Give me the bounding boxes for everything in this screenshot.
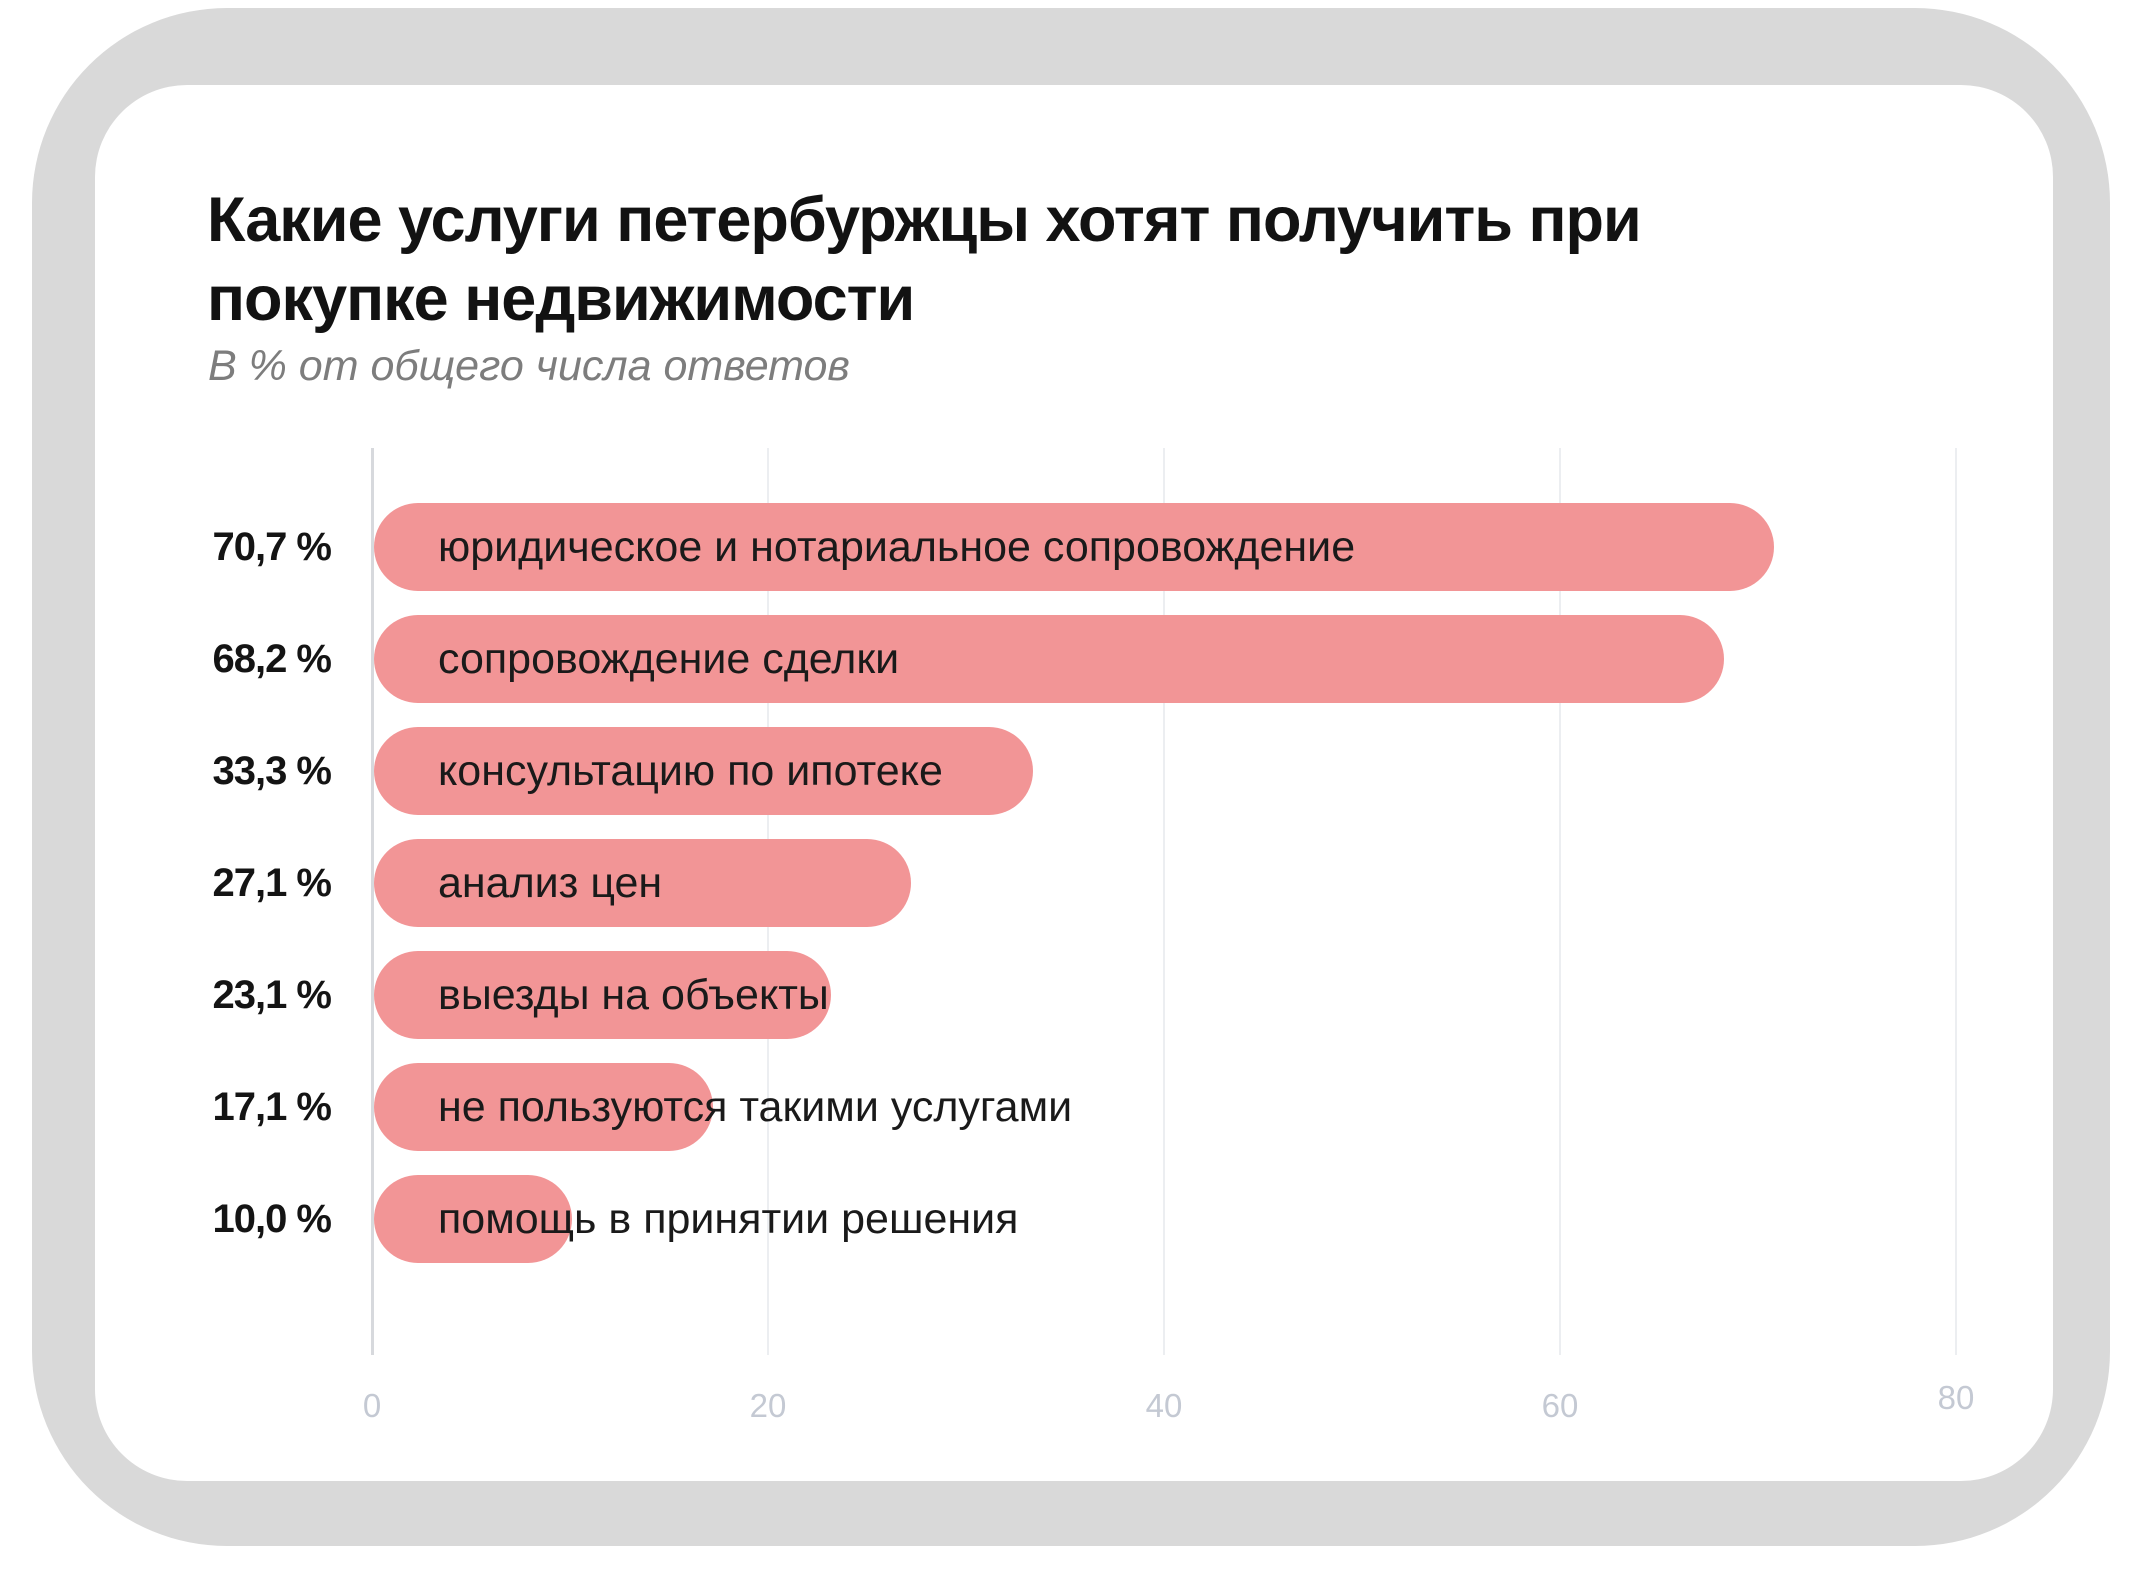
x-axis-tick-label: 0 <box>362 1387 382 1424</box>
bar-category-label: помощь в принятии решения <box>438 1194 1019 1243</box>
chart-title-line1: Какие услуги петербуржцы хотят получить при <box>207 185 1641 255</box>
device-frame <box>32 8 2110 1546</box>
x-axis-tick-label: 80 <box>1937 1379 1975 1416</box>
bar-category-label: юридическое и нотариальное сопровождение <box>438 522 1356 571</box>
chart-subtitle: В % от общего числа ответов <box>208 342 850 390</box>
bar-value-label: 17,1 % <box>212 1084 331 1129</box>
bar-value-label: 27,1 % <box>212 860 331 905</box>
bar-category-label: консультацию по ипотеке <box>438 746 943 795</box>
bar-category-label: выезды на объекты <box>438 970 829 1019</box>
bar-category-label: не пользуются такими услугами <box>438 1082 1073 1131</box>
gridline <box>1955 448 1957 1355</box>
bar-value-label: 23,1 % <box>212 972 331 1017</box>
bar-chart <box>95 85 2053 1481</box>
x-axis-tick-label: 60 <box>1541 1387 1579 1424</box>
chart-card <box>95 85 2053 1481</box>
bar-category-label: сопровождение сделки <box>438 634 900 683</box>
bar-category-label: анализ цен <box>438 858 663 907</box>
chart-title-line2: покупке недвижимости <box>207 264 915 334</box>
bar-value-label: 68,2 % <box>212 636 331 681</box>
bar-value-label: 70,7 % <box>212 524 331 569</box>
bar-value-label: 10,0 % <box>212 1196 331 1241</box>
bar-value-label: 33,3 % <box>212 748 331 793</box>
x-axis-tick-label: 40 <box>1145 1387 1183 1424</box>
x-axis-tick-label: 20 <box>749 1387 787 1424</box>
